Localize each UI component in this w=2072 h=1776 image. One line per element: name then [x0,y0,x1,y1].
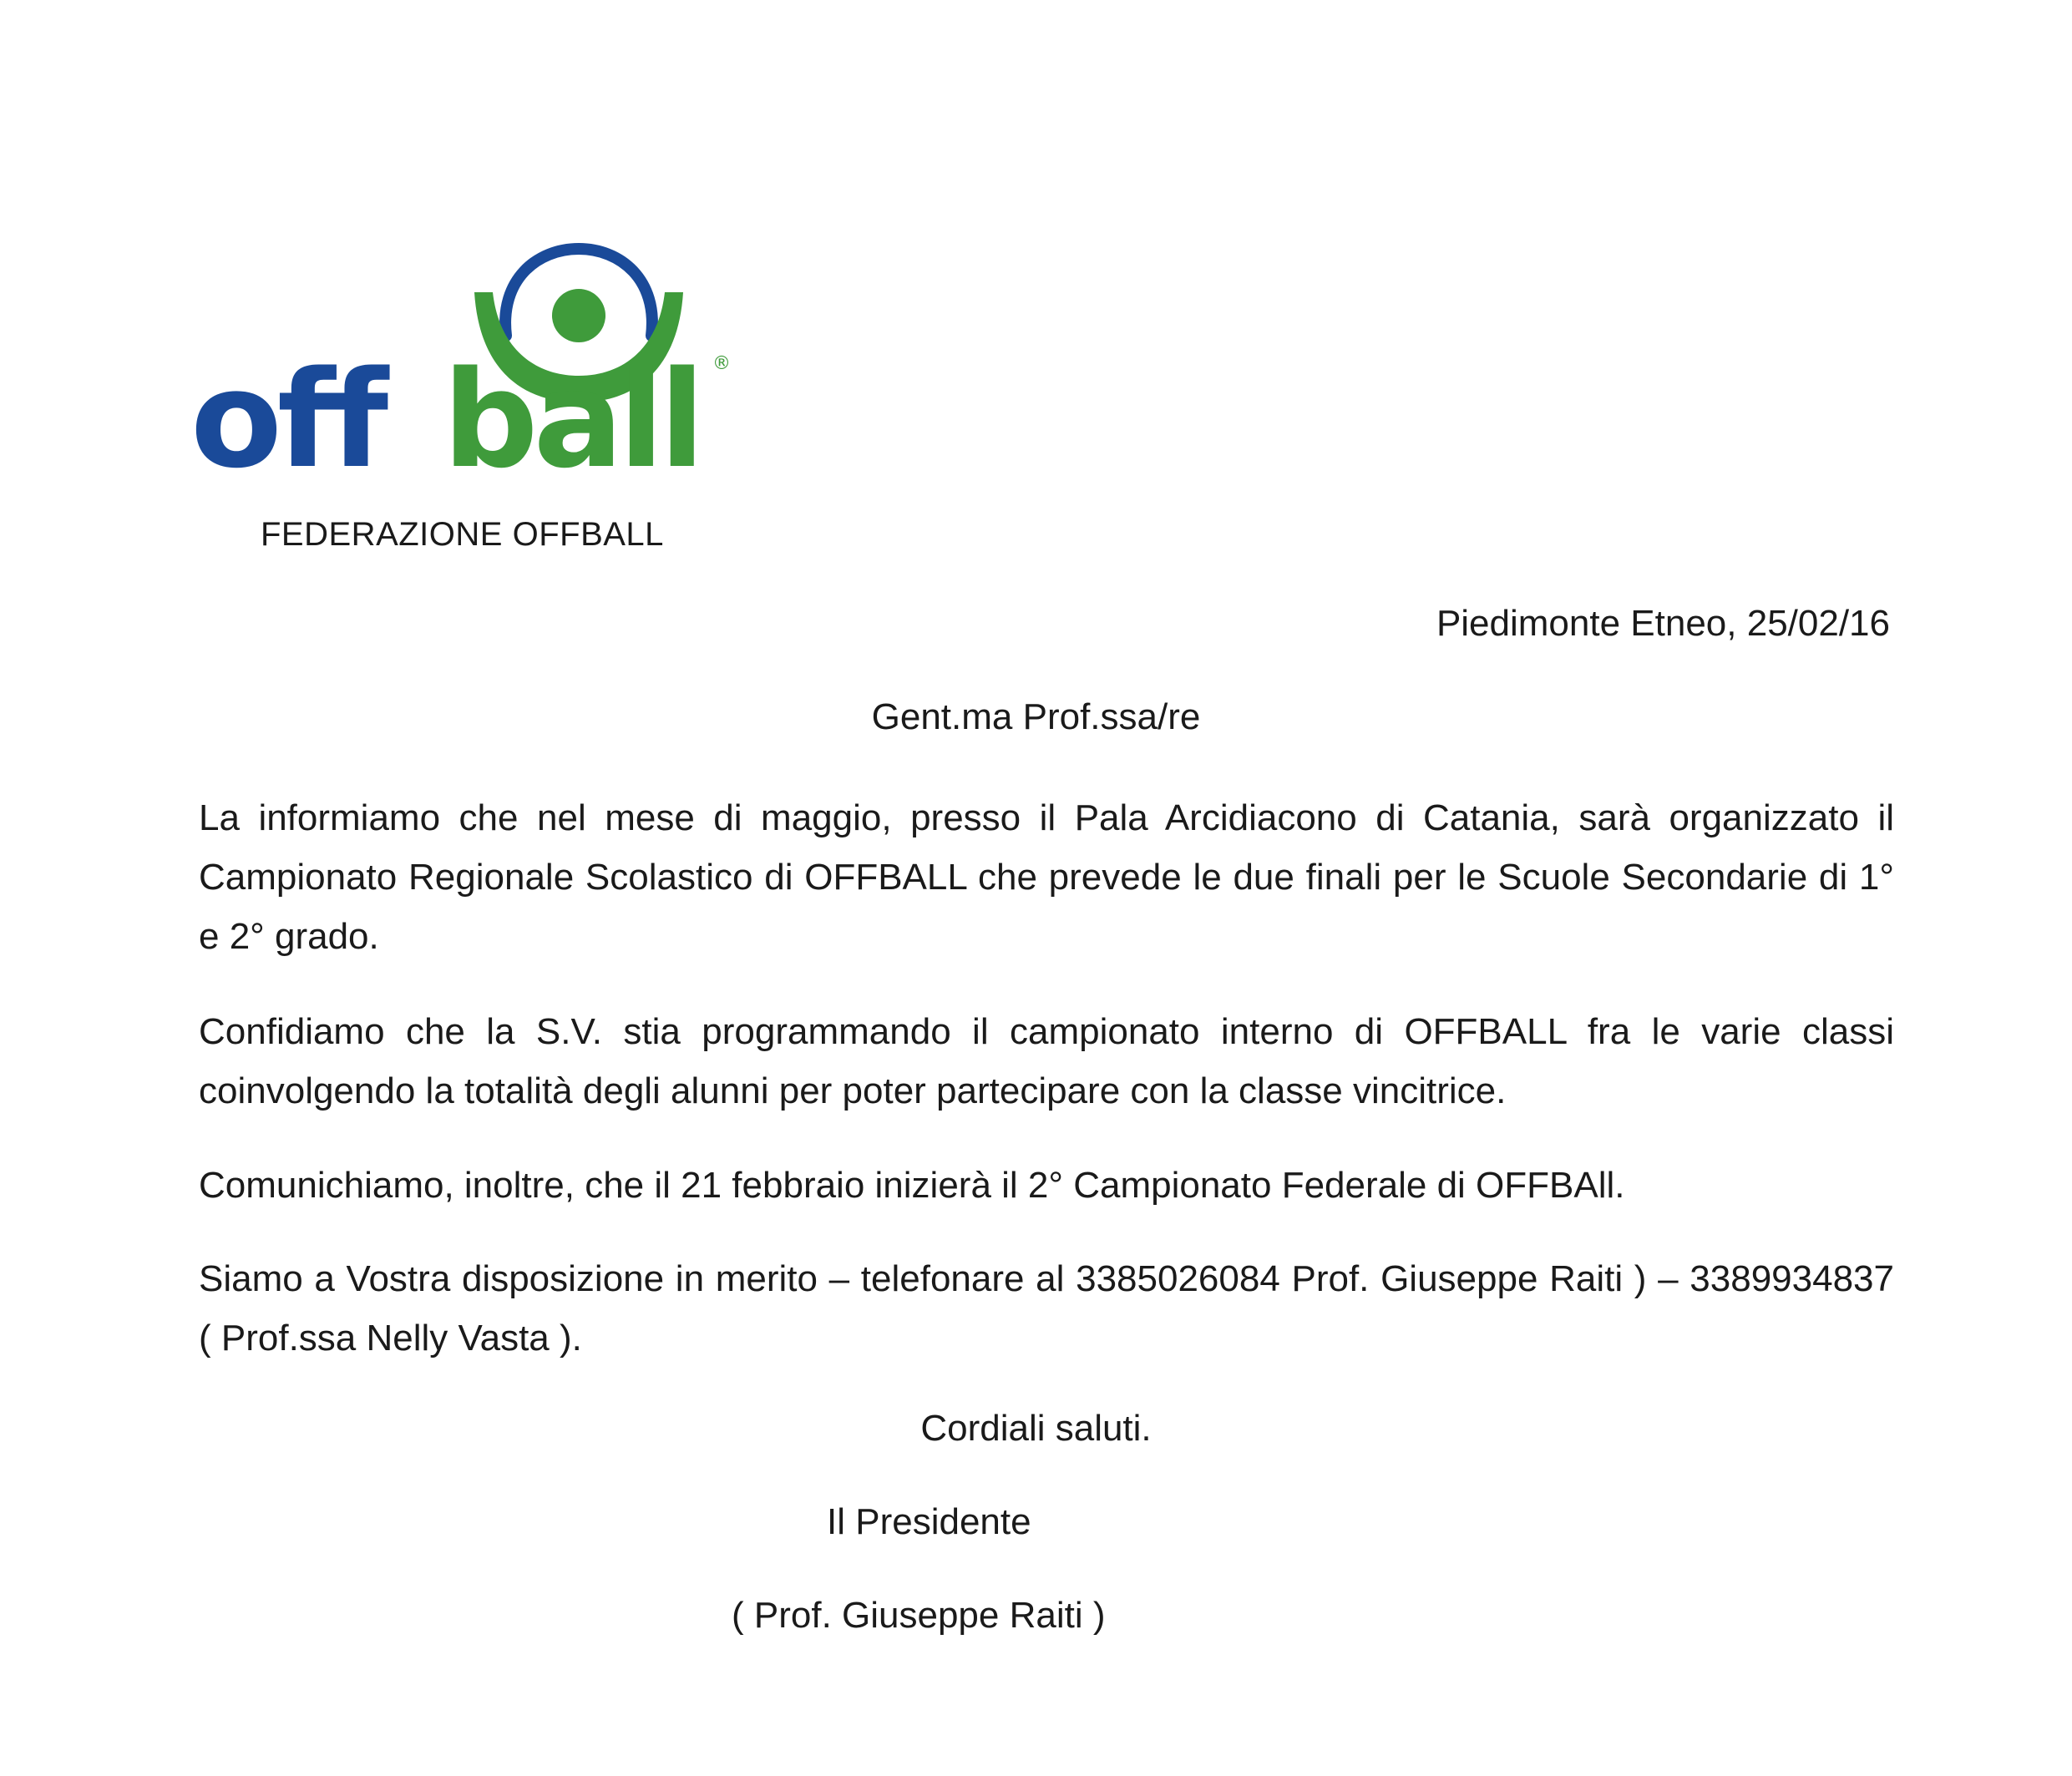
body-paragraph-2: Confidiamo che la S.V. stia programmando il campionato interno di OFFBALL fra le varie classi coinvolgendo la totalità degli alunni per poter partecipare con la classe vincitrice. [199,1011,1894,1111]
logo-registered-mark: ® [712,353,731,374]
place-date: Piedimonte Etneo, 25/02/16 [1436,603,1890,644]
logo-wordmark-ball: ball [443,342,701,484]
salutation: Gent.ma Prof.ssa/re [871,696,1201,737]
closing-greeting: Cordiali saluti. [920,1408,1152,1449]
signatory-title: Il Presidente [827,1501,1031,1542]
offball-logo [190,242,758,484]
body-paragraph-4: Siamo a Vostra disposizione in merito – telefonare al 3385026084 Prof. Giuseppe Raiti ) – 3389934837 ( Prof.ssa Nelly Vasta ). [199,1258,1894,1359]
signatory-name: ( Prof. Giuseppe Raiti ) [732,1595,1106,1636]
body-paragraph-3: Comunichiamo, inoltre, che il 21 febbraio inizierà il 2° Campionato Federale di OFFBAll. [199,1165,1625,1206]
logo-wordmark-off: off [190,342,384,484]
body-paragraph-1: La informiamo che nel mese di maggio, presso il Pala Arcidiacono di Catania, sarà organizzato il Campionato Regionale Scolastico di OFFBALL che prevede le due finali per le Scuole Secondarie di 1° e 2° grado. [199,797,1894,957]
logo-green-ball [552,289,605,342]
federation-name: FEDERAZIONE OFFBALL [261,516,664,553]
